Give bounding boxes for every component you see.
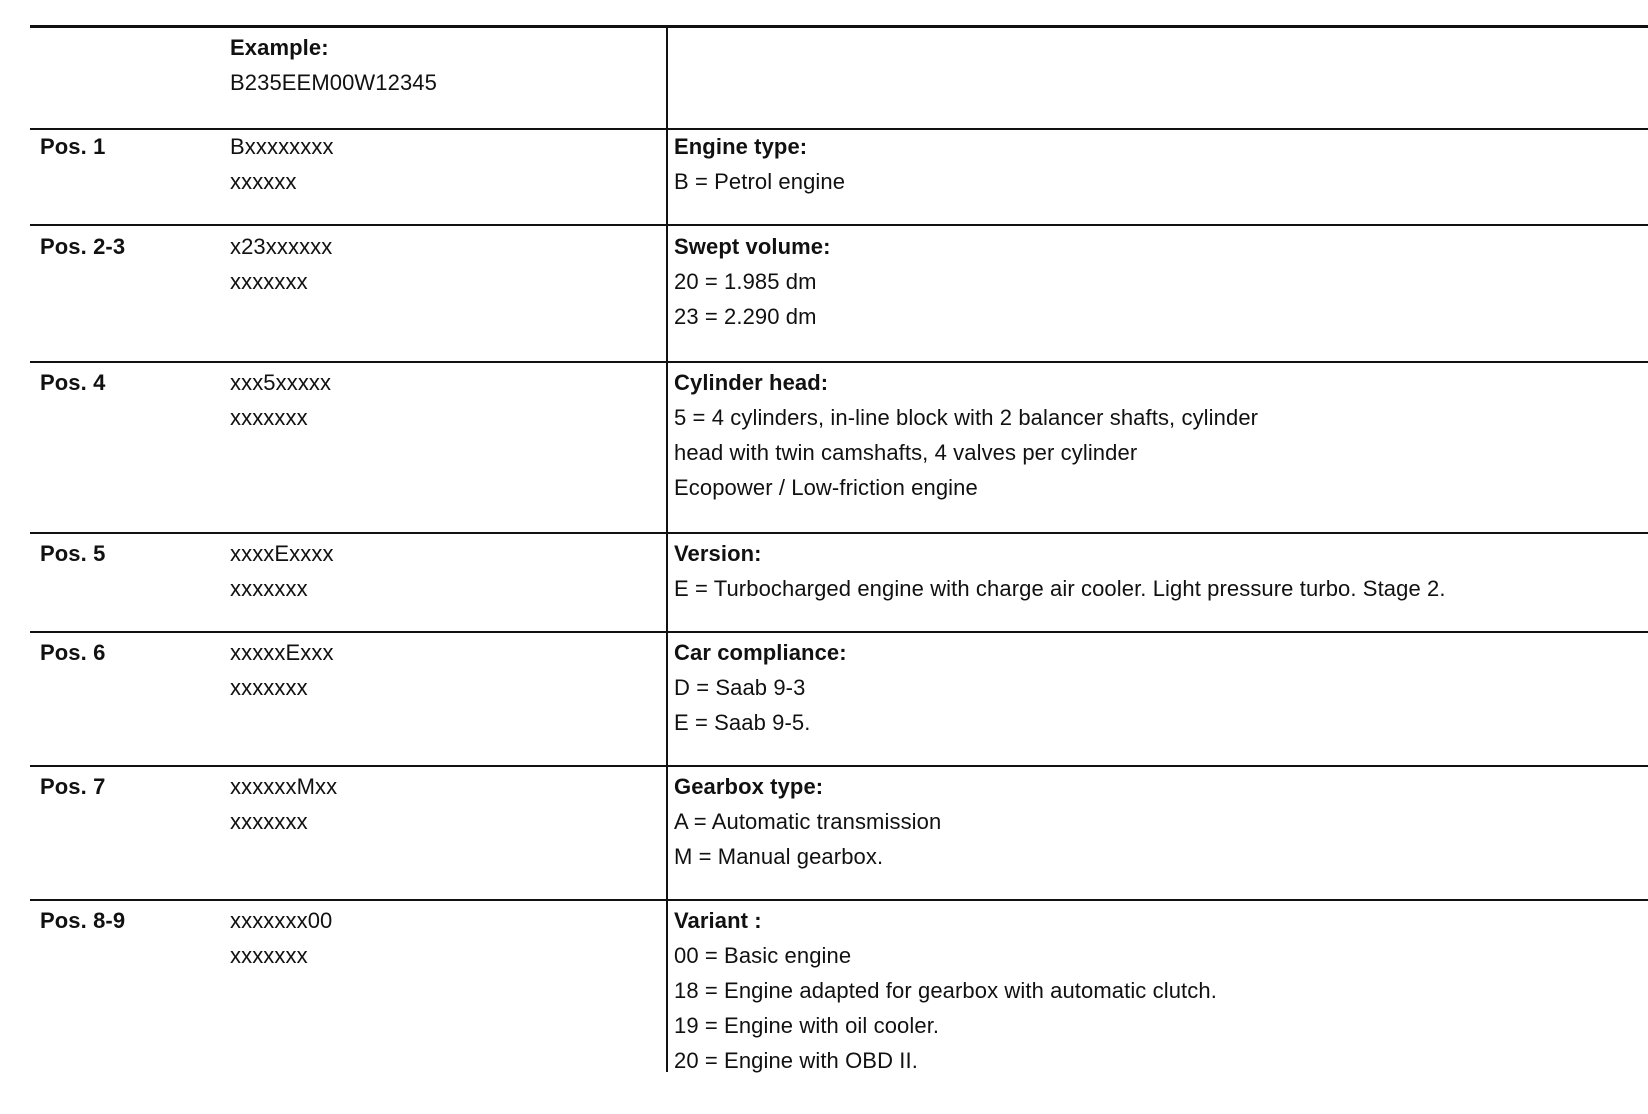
field-value-line: head with twin camshafts, 4 valves per cylinder — [674, 440, 1138, 465]
field-value-line: 5 = 4 cylinders, in-line block with 2 balancer shafts, cylinder — [674, 405, 1259, 430]
field-value-line: D = Saab 9-3 — [674, 675, 806, 700]
position-label: Pos. 8-9 — [40, 908, 126, 933]
example-code: B235EEM00W12345 — [230, 70, 437, 95]
field-value-line: Ecopower / Low-friction engine — [674, 475, 978, 500]
row-divider — [30, 899, 1648, 901]
field-value-line: 20 = Engine with OBD II. — [674, 1048, 918, 1073]
field-value-line: 20 = 1.985 dm — [674, 269, 817, 294]
position-label: Pos. 2-3 — [40, 234, 126, 259]
field-title: Cylinder head: — [674, 370, 829, 395]
field-value-line: 19 = Engine with oil cooler. — [674, 1013, 940, 1038]
position-label: Pos. 7 — [40, 774, 106, 799]
position-code: xxxxExxxx — [230, 541, 334, 566]
position-label: Pos. 4 — [40, 370, 106, 395]
position-code-mask: xxxxxxx — [230, 269, 308, 294]
table-top-rule — [30, 25, 1648, 28]
row-divider — [30, 224, 1648, 226]
field-value-line: 23 = 2.290 dm — [674, 304, 817, 329]
field-value-line: E = Turbocharged engine with charge air cooler. Light pressure turbo. Stage 2. — [674, 576, 1446, 601]
column-divider — [666, 26, 668, 1072]
row-divider — [30, 631, 1648, 633]
field-value-line: M = Manual gearbox. — [674, 844, 884, 869]
field-value-line: E = Saab 9-5. — [674, 710, 811, 735]
position-label: Pos. 6 — [40, 640, 106, 665]
row-divider — [30, 765, 1648, 767]
row-divider — [30, 361, 1648, 363]
field-value-line: 18 = Engine adapted for gearbox with automatic clutch. — [674, 978, 1217, 1003]
field-title: Version: — [674, 541, 762, 566]
position-label: Pos. 5 — [40, 541, 106, 566]
example-label: Example: — [230, 35, 329, 60]
field-value-line: B = Petrol engine — [674, 169, 846, 194]
position-code-mask: xxxxxxx — [230, 405, 308, 430]
field-title: Swept volume: — [674, 234, 831, 259]
position-code: xxxxxExxx — [230, 640, 334, 665]
position-code: xxx5xxxxx — [230, 370, 332, 395]
position-label: Pos. 1 — [40, 134, 106, 159]
position-code-mask: xxxxxxx — [230, 576, 308, 601]
position-code-mask: xxxxxxx — [230, 943, 308, 968]
field-title: Engine type: — [674, 134, 808, 159]
field-title: Gearbox type: — [674, 774, 824, 799]
position-code-mask: xxxxxxx — [230, 809, 308, 834]
position-code-mask: xxxxxxx — [230, 675, 308, 700]
field-value-line: 00 = Basic engine — [674, 943, 852, 968]
field-value-line: A = Automatic transmission — [674, 809, 942, 834]
position-code: x23xxxxxx — [230, 234, 333, 259]
position-code: xxxxxxx00 — [230, 908, 333, 933]
position-code-mask: xxxxxx — [230, 169, 297, 194]
position-code: xxxxxxMxx — [230, 774, 338, 799]
row-divider — [30, 532, 1648, 534]
field-title: Variant : — [674, 908, 762, 933]
field-title: Car compliance: — [674, 640, 847, 665]
position-code: Bxxxxxxxx — [230, 134, 334, 159]
